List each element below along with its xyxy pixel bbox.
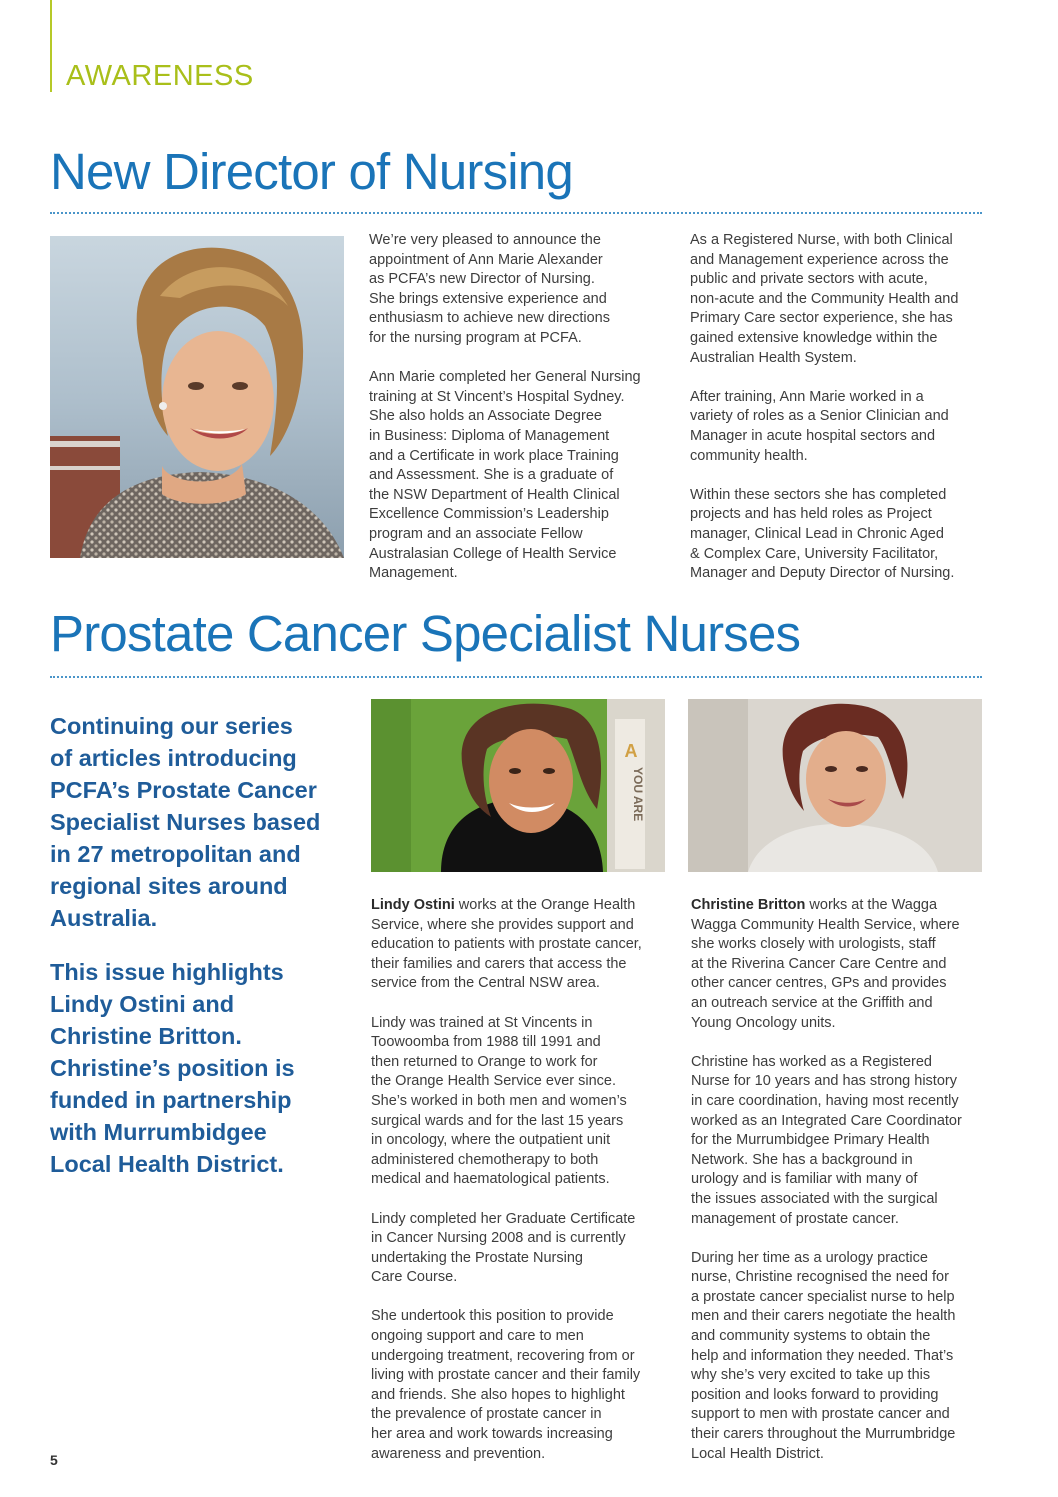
christine-britton-photo bbox=[688, 699, 982, 872]
paragraph: We’re very pleased to announce the appointment of Ann Marie Alexander as PCFA’s new Director of Nursing. She brings extensive experience and enthusiasm to achieve new directions for the nursing program at PCFA. bbox=[369, 232, 610, 346]
intro-paragraph: Continuing our series of articles introducing PCFA’s Prostate Cancer Specialist Nurses based in 27 metropolitan and regional sites around Australia. bbox=[50, 713, 321, 931]
lead-text: works at the Orange Health Service, where she provides support and education to patients with prostate cancer, their families and carers that access the service from the Central NSW area. bbox=[371, 897, 642, 992]
paragraph: As a Registered Nurse, with both Clinical and Management experience across the public and private sectors with acute, non-acute and the Community Health and Primary Care sector experience, she has gained extensive knowledge within the Australian Health System. bbox=[690, 232, 959, 366]
intro-paragraph: This issue highlights Lindy Ostini and Christine Britton. Christine’s position is funded in partnership with Murrumbidgee Local Health District. bbox=[50, 959, 295, 1177]
christine-column bbox=[691, 896, 991, 1464]
section-accent-line bbox=[50, 0, 52, 92]
paragraph bbox=[371, 896, 671, 994]
article-title-nurses: Prostate Cancer Specialist Nurses bbox=[50, 605, 801, 662]
paragraph: Ann Marie completed her General Nursing training at St Vincent’s Hospital Sydney. She also holds an Associate Degree in Business: Diploma of Management and a Certificate in work place Training and Assessment. She is a graduate of the NSW Department of Health Clinical Excellence Commission’s Leadership program and an associate Fellow Australasian College of Health Service Management. bbox=[369, 369, 641, 582]
ann-marie-photo bbox=[50, 236, 344, 558]
paragraph: Lindy completed her Graduate Certificate in Cancer Nursing 2008 and is currently undertaking the Prostate Nursing Care Course. bbox=[371, 1210, 636, 1286]
dotted-divider bbox=[50, 212, 982, 214]
paragraph bbox=[691, 896, 991, 1033]
paragraph: During her time as a urology practice nurse, Christine recognised the need for a prostate cancer specialist nurse to help men and their carers negotiate the health and community systems to obtain the help and information they needed. That’s why she’s very excited to take up this position and looks forward to providing support to men with prostate cancer and their carers throughout the Murrumbridge Local Health District. bbox=[691, 1249, 956, 1462]
paragraph: She undertook this position to provide ongoing support and care to men undergoing treatment, recovering from or living with prostate cancer and their family and friends. She also hopes to highlight the prevalence of prostate cancer in her area and work towards increasing awareness and prevention. bbox=[371, 1308, 641, 1462]
page-number: 5 bbox=[50, 1452, 58, 1468]
dotted-divider bbox=[50, 676, 982, 678]
director-column-2 bbox=[690, 231, 990, 584]
sign-letter: A bbox=[624, 741, 638, 761]
paragraph: Christine has worked as a Registered Nurse for 10 years and has strong history in care coordination, having most recently worked as an Integrated Care Coordinator for the Murrumbidgee Primary Health Network. She has a background in urology and is familiar with many of the issues associated with the surgical management of prostate cancer. bbox=[691, 1053, 962, 1227]
paragraph: Within these sectors she has completed projects and has held roles as Project manager, Clinical Lead in Chronic Aged & Complex Care, University Facilitator, Manager and Deputy Director of Nursing. bbox=[690, 486, 955, 582]
sign-text: YOU ARE bbox=[631, 767, 645, 822]
lead-text: works at the Wagga Wagga Community Health Service, where she works closely with urologists, staff at the Riverina Cancer Care Centre and other cancer centres, GPs and provides an outreach service at the Griffith and Young Oncology units. bbox=[691, 897, 960, 1031]
lindy-ostini-photo bbox=[371, 699, 665, 872]
nurse-name: Christine Britton bbox=[691, 897, 806, 913]
paragraph: After training, Ann Marie worked in a variety of roles as a Senior Clinician and Manager in acute hospital sectors and community health. bbox=[690, 388, 949, 464]
article-title-director: New Director of Nursing bbox=[50, 143, 573, 200]
intro-callout bbox=[50, 710, 350, 1180]
lindy-column bbox=[371, 896, 671, 1464]
director-column-1 bbox=[369, 231, 669, 584]
paragraph: Lindy was trained at St Vincents in Toowoomba from 1988 till 1991 and then returned to Orange to work for the Orange Health Service ever since. She’s worked in both men and women’s surgical wards and for the last 15 years in oncology, where the outpatient unit administered chemotherapy to both medical and haematological patients. bbox=[371, 1014, 627, 1188]
nurse-name: Lindy Ostini bbox=[371, 897, 455, 913]
section-label: AWARENESS bbox=[66, 60, 254, 92]
